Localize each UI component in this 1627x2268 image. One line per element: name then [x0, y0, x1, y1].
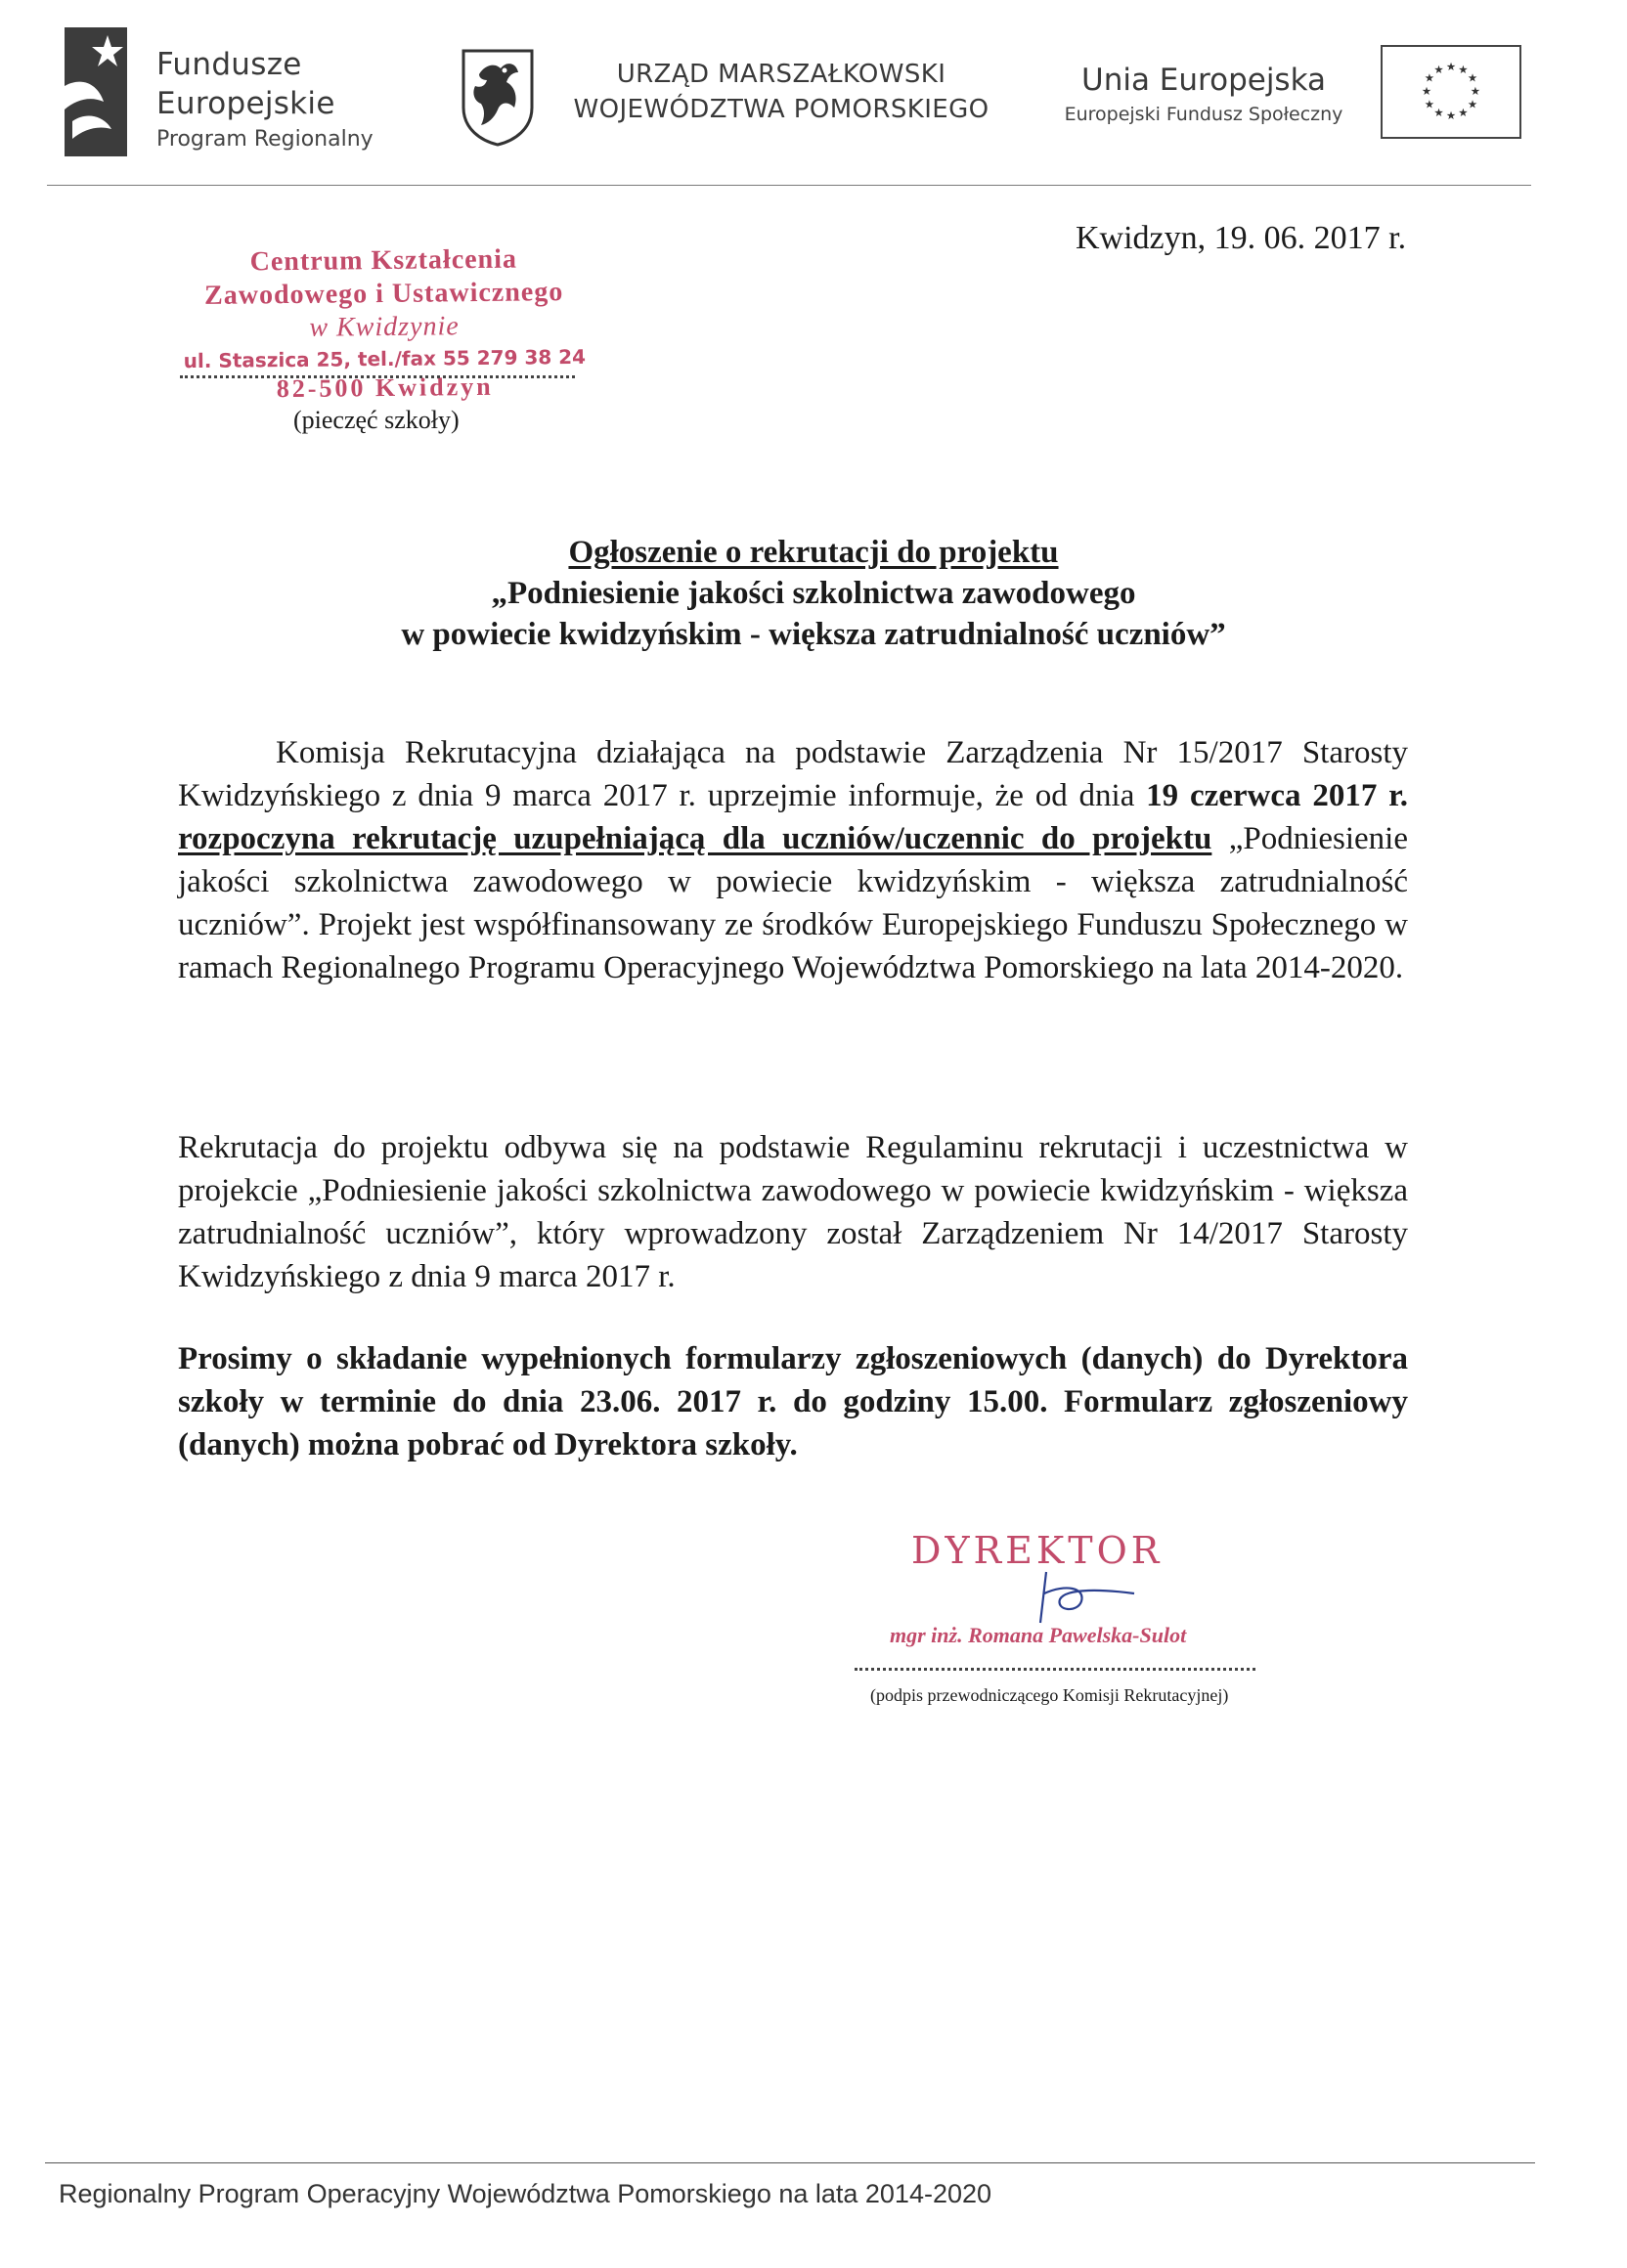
- svg-text:★: ★: [1445, 108, 1457, 122]
- fe-logo-line2: Europejskie: [156, 86, 335, 121]
- svg-text:★: ★: [1458, 62, 1469, 76]
- pomorskie-crest-icon: [460, 47, 536, 147]
- fe-logo-text: [156, 45, 374, 156]
- stamp-dotted-line: [180, 375, 575, 378]
- stamp-line1: Centrum Kształcenia: [249, 243, 518, 278]
- header-rule: [47, 185, 1531, 186]
- fe-logo-line3: Program Regionalny: [156, 127, 374, 152]
- stamp-line2: Zawodowego i Ustawicznego: [203, 277, 564, 311]
- title-line2: „Podniesienie jakości szkolnictwa zawodowego: [491, 576, 1136, 611]
- svg-text:★: ★: [1433, 105, 1444, 119]
- svg-text:★: ★: [1458, 105, 1469, 119]
- ue-line1: Unia Europejska: [1081, 63, 1326, 98]
- svg-text:★: ★: [1445, 59, 1457, 73]
- svg-text:★: ★: [1424, 70, 1435, 85]
- paragraph-2: Rekrutacja do projektu odbywa się na podstawie Regulaminu rekrutacji i uczestnictwa w projekcie „Podniesienie jakości szkolnictwa zawodowego w powiecie kwidzyńskim - większa zatrudnialność uczniów”, który wprowadzony został Zarządzeniem Nr 14/2017 Starosty Kwidzyńskiego z dnia 9 marca 2017 r.: [178, 1130, 1408, 1294]
- signature-caption: (podpis przewodniczącego Komisji Rekrutacyjnej): [870, 1685, 1229, 1705]
- fe-logo-line1: Fundusze: [156, 47, 302, 82]
- document-date: Kwidzyn, 19. 06. 2017 r.: [1076, 220, 1407, 256]
- umwp-line1: URZĄD MARSZAŁKOWSKI: [616, 60, 946, 89]
- stamp-line4: ul. Staszica 25, tel./fax 55 279 38 24: [183, 344, 587, 373]
- fe-logo-icon: [65, 27, 127, 156]
- ue-line2: Europejski Fundusz Społeczny: [1064, 104, 1343, 125]
- p1-recruitment: rozpoczyna rekrutację uzupełniającą dla uczniów/uczennic do projektu: [178, 821, 1212, 856]
- svg-text:★: ★: [1467, 97, 1478, 111]
- paragraph-3: Prosimy o składanie wypełnionych formularzy zgłoszeniowych (danych) do Dyrektora szkoły w terminie do dnia 23.06. 2017 r. do godziny 15.00. Formularz zgłoszeniowy (danych) można pobrać od Dyrektora szkoły.: [178, 1341, 1408, 1462]
- svg-text:★: ★: [1421, 83, 1432, 98]
- svg-text:★: ★: [1424, 97, 1435, 111]
- svg-text:★: ★: [1470, 83, 1481, 98]
- title-line1: Ogłoszenie o rekrutacji do projektu: [568, 535, 1059, 570]
- eu-flag-icon: [1381, 45, 1521, 139]
- director-stamp: DYREKTOR: [911, 1529, 1164, 1572]
- announcement-title: [196, 532, 1431, 655]
- p1-text-e: „Podniesienie jakości szkolnictwa zawodowego w powiecie kwidzyńskim - większa zatrudnialność uczniów”. Projekt jest współfinansowany ze środków Europejskiego Funduszu Społecznego w ramach Regionalnego Programu Operacyjnego Województwa Pomorskiego na lata 2014-2020.: [178, 821, 1408, 985]
- stamp-caption: (pieczęć szkoły): [293, 406, 460, 434]
- umwp-line2: WOJEWÓDZTWA POMORSKIEGO: [573, 95, 989, 124]
- signature-dotted-line: [855, 1668, 1255, 1671]
- svg-text:★: ★: [1467, 70, 1478, 85]
- paragraph-1: [178, 731, 1408, 989]
- footer-text: Regionalny Program Operacyjny Województwa Pomorskiego na lata 2014-2020: [59, 2179, 992, 2208]
- ue-text: [1042, 61, 1365, 129]
- umwp-name: [571, 57, 991, 127]
- footer-rule: [45, 2162, 1535, 2163]
- p1-date: 19 czerwca 2017 r.: [1146, 778, 1408, 813]
- stamp-line5: 82-500 Kwidzyn: [276, 371, 494, 404]
- svg-text:★: ★: [1433, 62, 1444, 76]
- p1-text-a: Komisja Rekrutacyjna działająca na podstawie Zarządzenia Nr 15/2017 Starosty Kwidzyńskiego z dnia 9 marca 2017 r. uprzejmie informuje, że od dnia: [178, 735, 1408, 813]
- title-line3: w powiecie kwidzyńskim - większa zatrudnialność uczniów”: [401, 617, 1226, 652]
- director-name: mgr inż. Romana Pawelska-Sulot: [890, 1623, 1187, 1647]
- school-stamp: [163, 242, 605, 406]
- stamp-line3: w Kwidzynie: [309, 311, 460, 343]
